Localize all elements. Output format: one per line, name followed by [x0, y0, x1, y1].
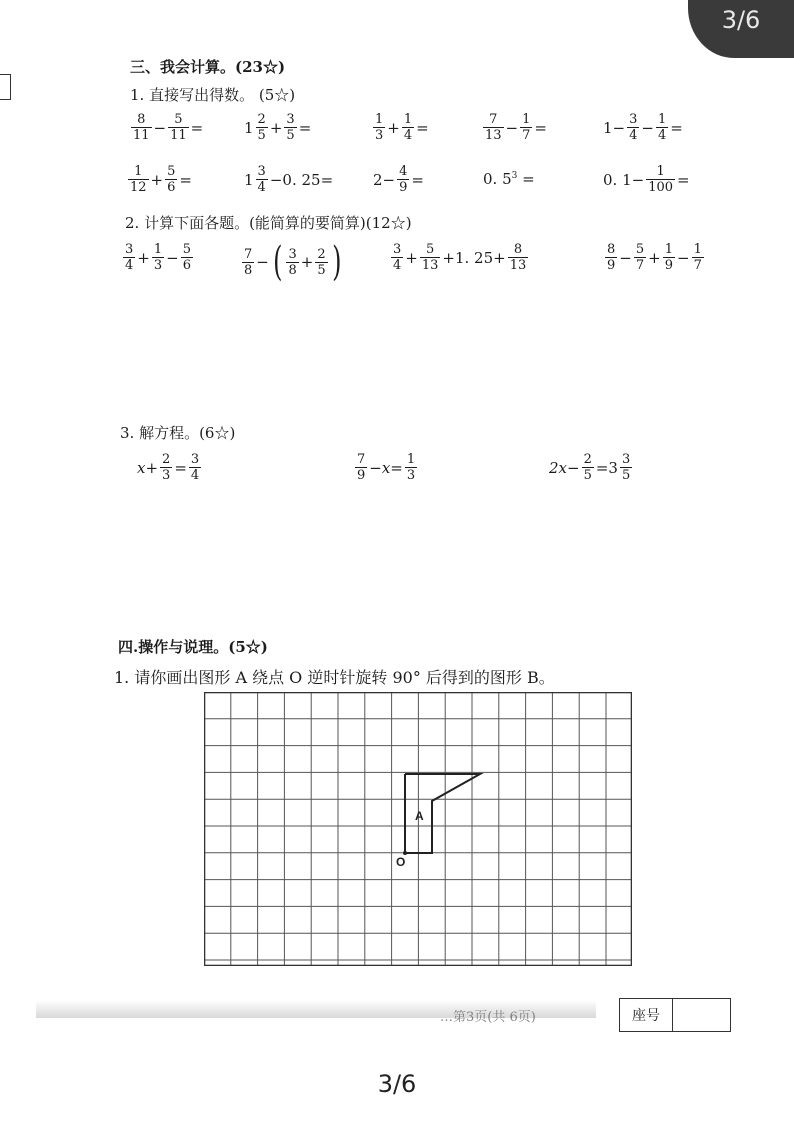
q1-expr-4: $\frac{7}{13}$ − $\frac{1}{7}$ =	[485, 112, 547, 143]
page-number: 3/6	[377, 1070, 417, 1098]
q3-equation-2: $\frac{7}{9}$ −x= $\frac{1}{3}$	[357, 452, 416, 483]
section-4-title: 四.操作与说理。(5☆)	[118, 638, 268, 656]
footer-page-info: …第3页(共 6页)	[440, 1010, 536, 1025]
point-o-label: O	[396, 855, 406, 869]
page-tab: 3/6	[688, 0, 794, 58]
q1-title: 1. 直接写出得数。 (5☆)	[130, 86, 296, 104]
margin-mark	[0, 74, 11, 100]
seat-label: 座号	[620, 999, 673, 1031]
seat-number-box	[619, 998, 731, 1032]
q3-equation-3: 2x− $\frac{2}{5}$ =3 $\frac{3}{5}$	[549, 452, 631, 483]
seat-field[interactable]	[673, 999, 730, 1031]
q1-expr-1: $\frac{8}{11}$ − $\frac{5}{11}$ =	[133, 112, 204, 143]
q1-expr-10: 0. 1− $\frac{1}{100}$ =	[603, 164, 690, 195]
figure-a-label: A	[415, 809, 424, 823]
q1-expr-2: 1 $\frac{2}{5}$ + $\frac{3}{5}$ =	[244, 112, 312, 143]
section-4-question-1: 1. 请你画出图形 A 绕点 O 逆时针旋转 90° 后得到的图形 B。	[114, 668, 555, 687]
q1-expr-5: 1− $\frac{3}{4}$ − $\frac{1}{4}$ =	[603, 112, 683, 143]
q2-expr-4: $\frac{8}{9}$ − $\frac{5}{7}$ + $\frac{1}{9}$ − $\frac{1}{7}$	[607, 242, 702, 273]
section-3-title: 三、我会计算。(23☆)	[130, 58, 286, 76]
q1-expr-9: 0. $5^3$ =	[483, 170, 535, 188]
q1-expr-7: 1 $\frac{3}{4}$ −0. 25=	[244, 164, 334, 195]
q2-expr-3: $\frac{3}{4}$ + $\frac{5}{13}$ +1. 25+ $\frac{8}{13}$	[393, 242, 527, 273]
rotation-grid	[204, 692, 632, 966]
q3-title: 3. 解方程。(6☆)	[120, 424, 236, 442]
q2-expr-2: $\frac{7}{8}$ − ( $\frac{3}{8}$ + $\frac{2}{5}$ )	[244, 239, 342, 285]
q3-equation-1: x+ $\frac{2}{3}$ = $\frac{3}{4}$	[137, 452, 200, 483]
q1-expr-3: $\frac{1}{3}$ + $\frac{1}{4}$ =	[375, 112, 429, 143]
q1-expr-6: $\frac{1}{12}$ + $\frac{5}{6}$ =	[130, 164, 192, 195]
q1-expr-8: 2− $\frac{4}{9}$ =	[373, 164, 424, 195]
grid-lines	[204, 692, 632, 966]
q2-expr-1: $\frac{3}{4}$ + $\frac{1}{3}$ − $\frac{5}{6}$	[125, 242, 191, 273]
q2-title: 2. 计算下面各题。(能简算的要简算)(12☆)	[125, 214, 412, 232]
